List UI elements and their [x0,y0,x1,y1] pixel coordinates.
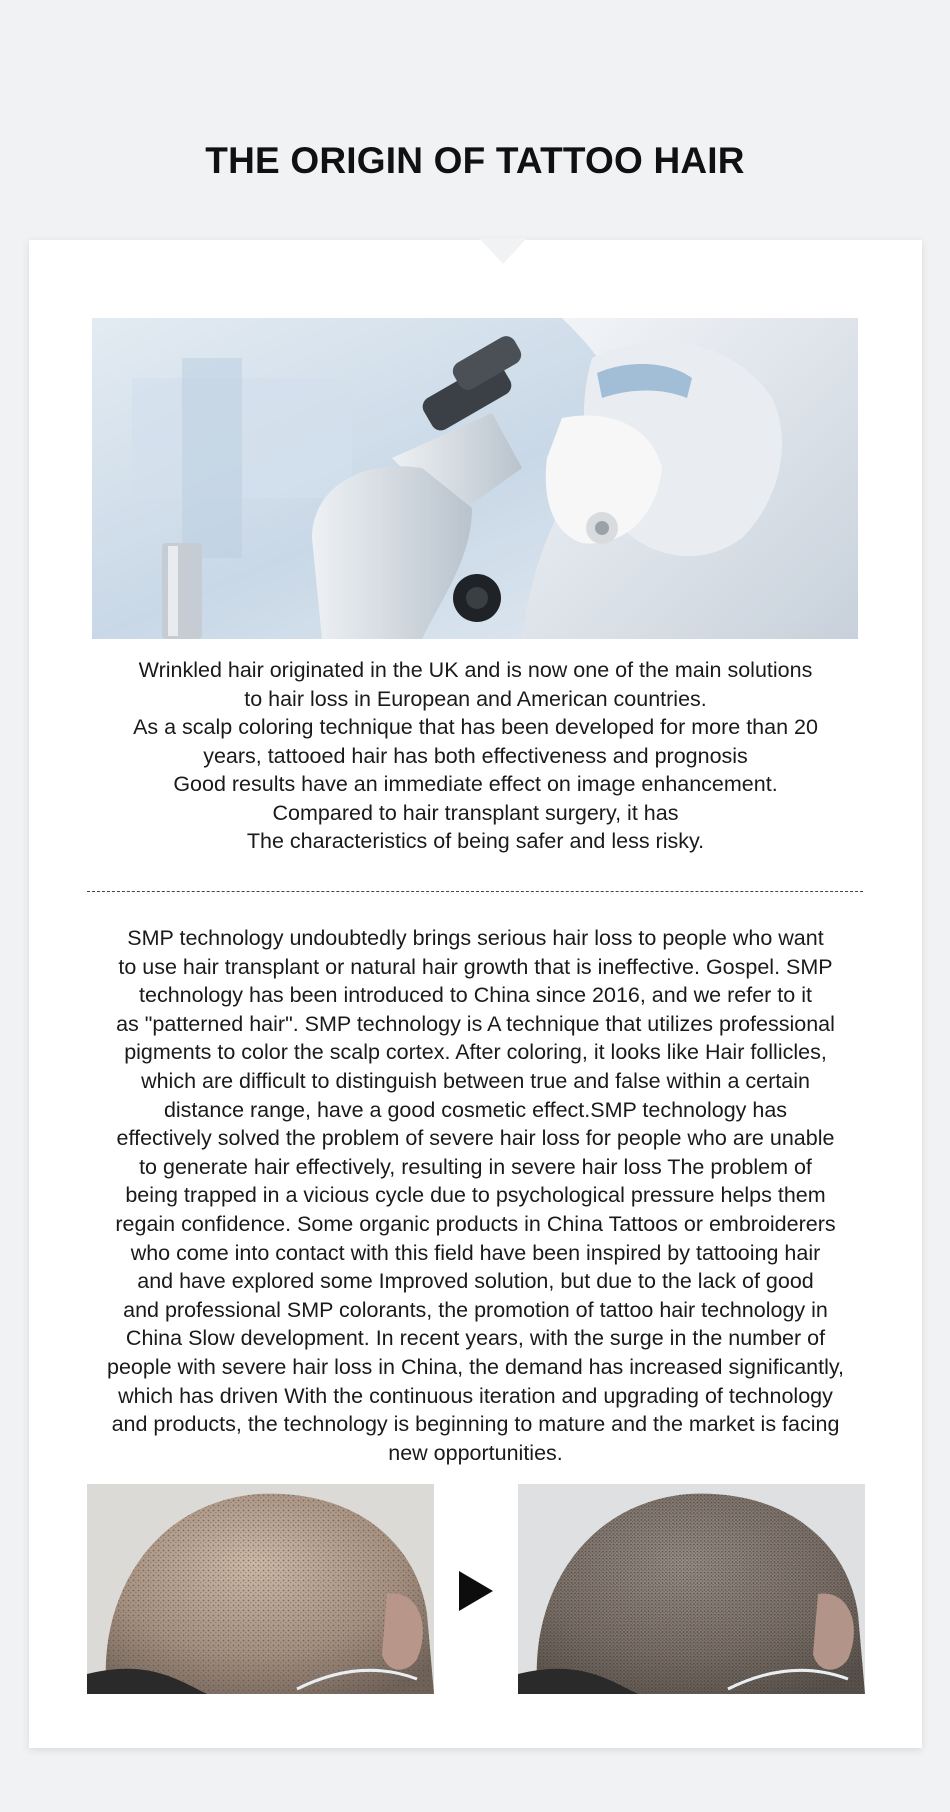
intro-line: years, tattooed hair has both effectiveness and prognosis [203,743,748,768]
intro-line: Wrinkled hair originated in the UK and is now one of the main solutions [138,658,813,682]
body-line: as "patterned hair". SMP technology is A technique that utilizes professional [116,1011,835,1036]
lab-microscope-photo [92,318,858,639]
body-line: new opportunities. [388,1440,563,1465]
body-line: technology has been introduced to China since 2016, and we refer to it [139,983,812,1008]
content-card [29,240,922,1748]
body-line: distance range, have a good cosmetic effect.SMP technology has [163,1097,788,1122]
body-line: SMP technology undoubtedly brings serious hair loss to people who want [127,926,824,950]
after-scalp-photo [518,1484,865,1694]
body-line: regain confidence. Some organic products in China Tattoos or embroiderers [115,1211,836,1236]
body-line: who come into contact with this field have been inspired by tattooing hair [130,1240,821,1265]
body-line: pigments to color the scalp cortex. After coloring, it looks like Hair follicles, [124,1040,827,1065]
body-line: which has driven With the continuous iteration and upgrading of technology [118,1383,833,1408]
body-line: and have explored some Improved solution, but due to the lack of good [137,1269,814,1294]
body-line: people with severe hair loss in China, the demand has increased significantly, [107,1354,844,1379]
body-line: and professional SMP colorants, the promotion of tattoo hair technology in [123,1297,828,1322]
body-line: effectively solved the problem of severe hair loss for people who are unable [116,1126,835,1151]
intro-paragraph [79,656,872,856]
page-title: THE ORIGIN OF TATTOO HAIR [205,140,745,181]
body-paragraph [77,924,874,1467]
intro-line: Good results have an immediate effect on image enhancement. [173,772,778,796]
dashed-divider [87,891,863,892]
intro-line: The characteristics of being safer and less risky. [246,829,705,853]
play-triangle-icon [459,1571,493,1611]
before-scalp-photo [87,1484,434,1694]
before-after-comparison [87,1484,865,1694]
intro-line: to hair loss in European and American countries. [244,686,707,711]
card-notch [479,238,527,264]
body-line: China Slow development. In recent years, with the surge in the number of [125,1326,826,1351]
body-line: being trapped in a vicious cycle due to psychological pressure helps them [125,1183,826,1208]
body-line: to generate hair effectively, resulting in severe hair loss The problem of [139,1154,812,1179]
intro-line: As a scalp coloring technique that has been developed for more than 20 [133,715,818,739]
body-line: and products, the technology is beginning to mature and the market is facing [111,1412,840,1437]
body-line: which are difficult to distinguish between true and false within a certain [141,1068,810,1093]
body-line: to use hair transplant or natural hair growth that is ineffective. Gospel. SMP [118,954,833,979]
intro-line: Compared to hair transplant surgery, it has [272,800,679,825]
